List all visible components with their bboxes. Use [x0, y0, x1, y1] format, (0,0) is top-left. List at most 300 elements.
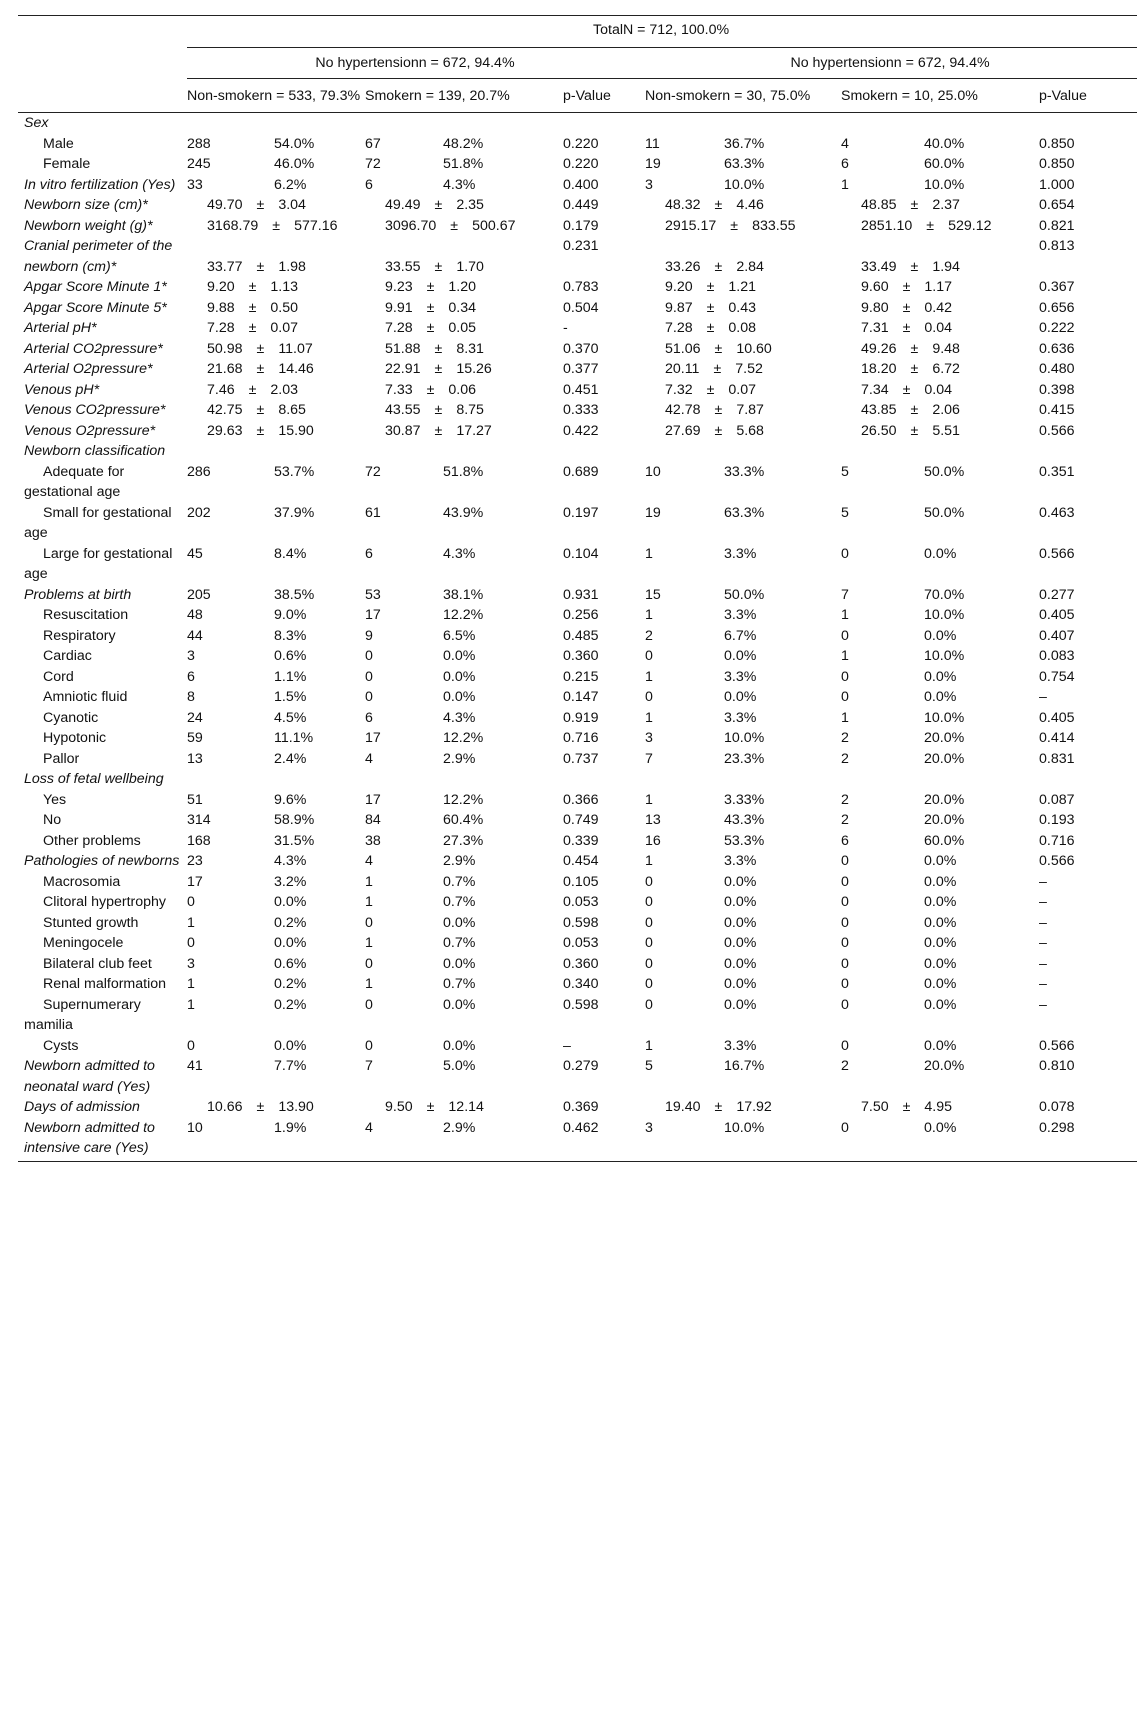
mean-value: 7.50	[861, 1099, 889, 1115]
mean-sd-cell	[365, 195, 563, 216]
mean-value: 43.85	[861, 402, 897, 418]
table-cell: 20.0%	[924, 750, 965, 767]
mean-value: 22.91	[385, 361, 421, 377]
table-cell: 0	[841, 873, 849, 890]
mean-sd-cell	[841, 195, 1039, 216]
row-label: Cyanotic	[43, 709, 99, 726]
table-cell: 4	[365, 1118, 443, 1162]
plus-minus-sign: ±	[714, 197, 723, 213]
table-cell: 3.3%	[724, 709, 757, 726]
p-value-cell: 0.147	[563, 689, 599, 705]
mean-sd-cell	[841, 1097, 1039, 1118]
plus-minus-sign: ±	[434, 258, 443, 275]
table-cell: 0.0%	[724, 689, 757, 705]
mean-sd-cell	[365, 277, 563, 298]
col-header-smoker-2: Smokern = 10, 25.0%	[841, 79, 1039, 113]
row-label: Cysts	[43, 1037, 79, 1054]
plus-minus-sign: ±	[926, 217, 935, 234]
table-row	[18, 195, 1137, 216]
mean-sd-cell	[841, 380, 1039, 401]
row-label: Newborn admitted to neonatal ward (Yes)	[24, 1058, 155, 1095]
row-label: Amniotic fluid	[43, 689, 128, 705]
sd-value: 2.06	[932, 402, 960, 418]
mean-value: 33.55	[385, 258, 421, 275]
mean-value: 9.88	[207, 299, 235, 316]
table-cell: 33.3%	[724, 463, 765, 480]
table-cell: 19	[645, 156, 661, 172]
plus-minus-sign: ±	[714, 340, 723, 357]
row-label: Bilateral club feet	[43, 955, 152, 972]
mean-value: 7.34	[861, 381, 889, 398]
sd-value: 1.94	[932, 258, 960, 275]
col-header-nonsmoker-1: Non-smokern = 533, 79.3%	[187, 79, 365, 113]
sd-value: 3.04	[278, 197, 306, 213]
table-cell: 23.3%	[724, 750, 765, 767]
table-cell: 2	[645, 627, 653, 644]
table-cell: 60.4%	[443, 812, 484, 828]
table-cell: 0	[841, 1118, 924, 1162]
mean-value: 18.20	[861, 361, 897, 377]
mean-sd-cell	[187, 339, 365, 360]
p-value-cell: 0.277	[1039, 586, 1075, 603]
table-cell: 51	[187, 791, 203, 808]
table-cell: 0.0%	[924, 976, 957, 992]
table-cell: 61	[365, 504, 381, 521]
table-cell: 1	[841, 709, 849, 726]
mean-value: 10.66	[207, 1099, 243, 1115]
mean-sd-cell	[365, 380, 563, 401]
table-cell: 0	[645, 935, 653, 951]
mean-sd-cell	[645, 195, 841, 216]
table-cell: 0.7%	[443, 873, 476, 890]
sd-value: 2.37	[932, 197, 960, 213]
table-cell: 0.7%	[443, 935, 476, 951]
mean-value: 9.91	[385, 299, 413, 316]
mean-sd-cell	[187, 236, 365, 277]
table-cell: 12.2%	[443, 791, 484, 808]
table-cell: 20.0%	[924, 812, 965, 828]
table-cell: 0	[365, 668, 373, 685]
mean-value: 9.20	[665, 279, 693, 295]
p-value-cell: 0.480	[1039, 361, 1075, 377]
plus-minus-sign: ±	[434, 402, 443, 418]
table-cell: 1	[645, 709, 653, 726]
mean-value: 49.49	[385, 197, 421, 213]
p-value-cell: 0.716	[1039, 832, 1075, 849]
p-value-cell: 0.414	[1039, 730, 1075, 746]
table-row	[18, 318, 1137, 339]
table-cell: 3.3%	[724, 853, 757, 869]
table-cell: 0.0%	[724, 873, 757, 890]
table-cell: 17	[365, 730, 381, 746]
table-row	[18, 995, 1137, 1036]
table-row	[18, 441, 1137, 462]
p-value-cell: –	[1039, 976, 1047, 992]
table-row	[18, 831, 1137, 852]
plus-minus-sign: ±	[434, 422, 443, 439]
table-cell: 2	[841, 812, 849, 828]
table-cell: 2.4%	[274, 750, 307, 767]
table-cell: 0.0%	[924, 689, 957, 705]
table-cell: 1	[365, 873, 373, 890]
row-label: Sex	[24, 115, 49, 131]
table-row	[18, 646, 1137, 667]
table-row	[18, 605, 1137, 626]
plus-minus-sign: ±	[426, 1099, 435, 1115]
table-cell: 0	[645, 996, 653, 1013]
table-cell: 286	[187, 463, 211, 480]
row-label: Venous O2pressure*	[24, 422, 156, 439]
table-cell: 1	[365, 894, 373, 910]
mean-value: 9.20	[207, 279, 235, 295]
table-cell: 0.0%	[924, 914, 957, 931]
sd-value: 6.72	[932, 361, 960, 377]
table-cell: 6.7%	[724, 627, 757, 644]
table-cell: 4.5%	[274, 709, 307, 726]
plus-minus-sign: ±	[706, 381, 715, 398]
table-cell: 12.2%	[443, 607, 484, 623]
group-header-2: No hypertensionn = 672, 94.4%	[645, 47, 1137, 79]
p-value-cell: 0.339	[563, 832, 599, 849]
table-cell: 5	[841, 504, 849, 521]
table-cell: 10	[187, 1118, 274, 1162]
p-value-cell: 0.850	[1039, 135, 1075, 152]
table-row	[18, 400, 1137, 421]
sd-value: 7.87	[736, 402, 764, 418]
p-value-cell: –	[1039, 996, 1047, 1013]
table-cell: 0.2%	[274, 976, 307, 992]
table-cell: 10.0%	[724, 1118, 841, 1162]
table-row	[18, 277, 1137, 298]
p-value-cell: –	[1039, 955, 1047, 972]
sd-value: 7.52	[735, 361, 763, 377]
table-cell: 43.3%	[724, 812, 765, 828]
table-row	[18, 872, 1137, 893]
row-label: Stunted growth	[43, 914, 139, 931]
table-cell: 0.0%	[924, 955, 957, 972]
row-label: Male	[43, 135, 74, 152]
table-cell: 0	[187, 894, 195, 910]
p-value-cell: 0.566	[1039, 422, 1075, 439]
plus-minus-sign: ±	[714, 402, 723, 418]
p-value-cell: 0.405	[1039, 607, 1075, 623]
table-cell: 23	[187, 853, 203, 869]
table-cell: 0	[841, 1037, 849, 1054]
table-cell: 0	[841, 996, 849, 1013]
mean-sd-cell	[645, 236, 841, 277]
table-cell: 2.9%	[443, 1118, 563, 1162]
p-value-cell: 0.053	[563, 935, 599, 951]
p-value-cell: 0.377	[563, 361, 599, 377]
row-label: Newborn admitted to intensive care (Yes)	[18, 1118, 187, 1162]
plus-minus-sign: ±	[256, 258, 265, 275]
table-cell: 3.3%	[724, 607, 757, 623]
table-cell: 11.1%	[274, 730, 314, 746]
plus-minus-sign: ±	[248, 381, 257, 398]
plus-minus-sign: ±	[256, 402, 265, 418]
p-value-cell: 0.104	[563, 545, 599, 562]
plus-minus-sign: ±	[714, 1099, 723, 1115]
table-cell: 0.0%	[724, 648, 757, 664]
p-value-cell: 0.656	[1039, 299, 1075, 316]
table-cell: 0.0%	[924, 545, 957, 562]
table-cell: 53.7%	[274, 463, 315, 480]
p-value-cell: 0.298	[1039, 1118, 1137, 1162]
mean-sd-cell	[645, 400, 841, 421]
p-value-cell: 0.598	[563, 914, 599, 931]
table-cell: 0.0%	[924, 935, 957, 951]
row-label: Arterial O2pressure*	[24, 361, 153, 377]
sd-value: 11.07	[278, 340, 313, 357]
sd-value: 1.21	[728, 279, 757, 295]
row-label: Loss of fetal wellbeing	[24, 771, 164, 787]
mean-sd-cell	[645, 318, 841, 339]
mean-sd-cell	[645, 380, 841, 401]
sd-value: 0.06	[448, 381, 477, 398]
plus-minus-sign: ±	[902, 1099, 911, 1115]
table-cell: 3.3%	[724, 668, 757, 685]
mean-value: 19.40	[665, 1099, 701, 1115]
mean-sd-cell	[365, 1097, 563, 1118]
table-cell: 0.0%	[724, 894, 757, 910]
sd-value: 13.90	[278, 1099, 314, 1115]
table-cell: 5	[841, 463, 849, 480]
mean-value: 49.70	[207, 197, 243, 213]
mean-sd-cell	[841, 277, 1039, 298]
mean-sd-cell	[365, 236, 563, 277]
sd-value: 4.46	[736, 197, 764, 213]
table-cell: 0.6%	[274, 955, 307, 972]
table-cell: 72	[365, 156, 381, 172]
plus-minus-sign: ±	[434, 340, 443, 357]
mean-sd-cell	[187, 359, 365, 380]
table-cell: 1	[841, 607, 849, 623]
row-label: Cardiac	[43, 648, 92, 664]
p-value-cell: 0.415	[1039, 402, 1075, 418]
sd-value: 833.55	[752, 217, 796, 234]
table-cell: 314	[187, 812, 211, 828]
table-cell: 45	[187, 545, 203, 562]
plus-minus-sign: ±	[426, 279, 435, 295]
total-header: TotalN = 712, 100.0%	[187, 16, 1137, 48]
table-cell: 0.0%	[443, 668, 476, 685]
table-cell: 6.2%	[274, 176, 307, 193]
table-cell: 8.4%	[274, 545, 307, 562]
table-cell: 1	[187, 996, 195, 1013]
table-cell: 1	[841, 648, 849, 664]
row-label: Hypotonic	[43, 730, 107, 746]
p-value-cell: –	[1039, 689, 1047, 705]
row-label: Other problems	[43, 832, 141, 849]
table-cell: 0	[365, 996, 373, 1013]
plus-minus-sign: ±	[248, 279, 257, 295]
mean-sd-cell	[841, 318, 1039, 339]
mean-sd-cell	[187, 318, 365, 339]
p-value-cell: 0.598	[563, 996, 599, 1013]
table-cell: 1	[645, 545, 653, 562]
row-label: Venous pH*	[24, 381, 100, 398]
table-row	[18, 851, 1137, 872]
table-cell: 0	[645, 955, 653, 972]
p-value-cell: 0.449	[563, 197, 599, 213]
mean-value: 7.46	[207, 381, 235, 398]
mean-sd-cell	[841, 359, 1039, 380]
mean-value: 33.26	[665, 258, 701, 275]
table-cell: 0.7%	[443, 976, 476, 992]
mean-value: 2915.17	[665, 217, 717, 234]
row-label: Supernumerary mamilia	[24, 996, 141, 1033]
table-cell: 6	[365, 709, 373, 726]
table-cell: 51.8%	[443, 463, 484, 480]
table-cell: 3.2%	[274, 873, 307, 890]
row-label: Arterial CO2pressure*	[24, 340, 163, 357]
table-row	[18, 1097, 1137, 1118]
table-cell: 0.0%	[724, 996, 757, 1013]
mean-value: 9.50	[385, 1099, 413, 1115]
table-row	[18, 954, 1137, 975]
plus-minus-sign: ±	[714, 258, 723, 275]
table-cell: 7	[841, 586, 849, 603]
p-value-cell: 0.831	[1039, 750, 1075, 767]
table-cell: 0	[645, 914, 653, 931]
mean-value: 7.32	[665, 381, 693, 398]
table-cell: 70.0%	[924, 586, 965, 603]
table-cell: 0.0%	[924, 853, 957, 869]
table-cell: 9.0%	[274, 607, 307, 623]
table-cell: 4	[841, 135, 849, 152]
mean-value: 9.87	[665, 299, 693, 316]
mean-value: 2851.10	[861, 217, 913, 234]
plus-minus-sign: ±	[902, 320, 911, 336]
table-cell: 0	[841, 545, 849, 562]
table-cell: 10.0%	[924, 709, 965, 726]
table-cell: 7.7%	[274, 1058, 307, 1074]
p-value-cell: –	[1039, 894, 1047, 910]
table-cell: 0.0%	[924, 996, 957, 1013]
table-cell: 3.33%	[724, 791, 765, 808]
mean-value: 51.88	[385, 340, 421, 357]
mean-value: 30.87	[385, 422, 421, 439]
mean-value: 20.11	[665, 361, 700, 377]
table-cell: 1	[187, 976, 195, 992]
p-value-cell: 0.931	[563, 586, 599, 603]
total-header-row	[18, 16, 1137, 48]
table-cell: 8.3%	[274, 627, 307, 644]
section-spacer	[187, 441, 1137, 462]
table-cell: 1	[187, 914, 195, 931]
table-cell: 6.5%	[443, 627, 476, 644]
plus-minus-sign: ±	[256, 1099, 265, 1115]
row-label: Pathologies of newborns	[24, 853, 180, 869]
p-value-cell: 0.222	[1039, 320, 1075, 336]
col-header-smoker-1: Smokern = 139, 20.7%	[365, 79, 563, 113]
p-value-cell: 0.078	[1039, 1099, 1075, 1115]
plus-minus-sign: ±	[910, 402, 919, 418]
p-value-cell: 0.407	[1039, 627, 1075, 644]
results-table-container	[18, 15, 1137, 1162]
table-cell: 44	[187, 627, 203, 644]
p-value-cell: –	[1039, 914, 1047, 931]
table-cell: 11	[645, 135, 660, 152]
p-value-cell: 0.367	[1039, 279, 1075, 295]
mean-value: 21.68	[207, 361, 243, 377]
table-row	[18, 810, 1137, 831]
p-value-cell: 0.231	[563, 238, 599, 254]
p-value-cell: 0.783	[563, 279, 599, 295]
plus-minus-sign: ±	[256, 361, 265, 377]
sd-value: 2.84	[736, 258, 764, 275]
mean-sd-cell	[645, 359, 841, 380]
p-value-cell: 0.749	[563, 812, 599, 828]
table-cell: 0.0%	[924, 1118, 1039, 1162]
table-cell: 48	[187, 607, 203, 623]
plus-minus-sign: ±	[248, 320, 257, 336]
table-cell: 27.3%	[443, 832, 484, 849]
table-cell: 0	[645, 976, 653, 992]
mean-sd-cell	[841, 400, 1039, 421]
table-cell: 10	[645, 463, 661, 480]
table-row	[18, 892, 1137, 913]
table-cell: 0	[365, 648, 373, 664]
p-value-cell: 0.369	[563, 1099, 599, 1115]
table-cell: 41	[187, 1058, 203, 1074]
mean-sd-cell	[365, 318, 563, 339]
sd-value: 0.05	[448, 320, 477, 336]
table-cell: 0	[841, 853, 849, 869]
table-row	[18, 462, 1137, 503]
table-cell: 0.0%	[443, 996, 476, 1013]
table-cell: 37.9%	[274, 504, 315, 521]
table-cell: 0	[365, 914, 373, 931]
table-cell: 1	[645, 668, 653, 685]
table-cell: 6	[841, 156, 849, 172]
table-cell: 10.0%	[724, 176, 765, 193]
row-label: Apgar Score Minute 1*	[24, 279, 167, 295]
p-value-cell: 0.400	[563, 176, 599, 193]
table-cell: 10.0%	[924, 648, 965, 664]
mean-value: 9.80	[861, 299, 889, 316]
p-value-cell: 0.398	[1039, 381, 1075, 398]
table-cell: 0	[645, 894, 653, 910]
sd-value: 529.12	[948, 217, 992, 234]
table-cell: 50.0%	[924, 463, 965, 480]
table-cell: 7	[365, 1058, 373, 1074]
row-label: Respiratory	[43, 627, 116, 644]
table-row	[18, 769, 1137, 790]
table-cell: 17	[365, 607, 381, 623]
table-cell: 20.0%	[924, 730, 965, 746]
p-value-cell: 0.422	[563, 422, 599, 439]
table-cell: 20.0%	[924, 1058, 965, 1074]
table-row	[18, 728, 1137, 749]
table-row	[18, 913, 1137, 934]
sd-value: 2.03	[270, 381, 299, 398]
table-cell: 38.5%	[274, 586, 315, 603]
sd-value: 14.46	[278, 361, 314, 377]
table-cell: 10.0%	[924, 607, 965, 623]
sd-value: 10.60	[736, 340, 772, 357]
plus-minus-sign: ±	[730, 217, 739, 234]
mean-sd-cell	[187, 216, 365, 237]
table-cell: 13	[187, 750, 203, 767]
col-header-pvalue-2: p-Value	[1039, 79, 1137, 113]
table-cell: 0.0%	[924, 668, 957, 685]
plus-minus-sign: ±	[426, 381, 435, 398]
sd-value: 15.90	[278, 422, 314, 439]
row-label: Arterial pH*	[24, 320, 97, 336]
p-value-cell: 0.197	[563, 504, 599, 521]
table-cell: 0.0%	[274, 935, 307, 951]
